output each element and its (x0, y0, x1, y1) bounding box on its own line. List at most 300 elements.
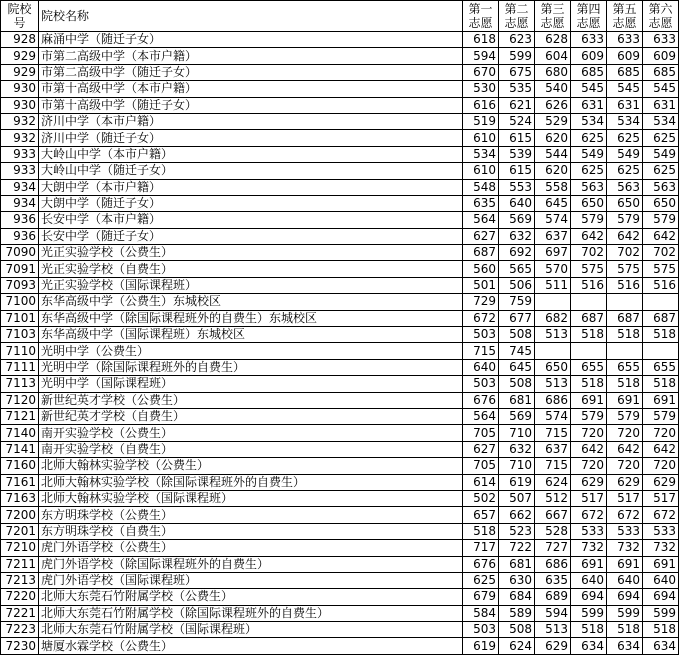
score-cell-choice-1: 670 (463, 64, 499, 80)
score-cell-choice-6: 516 (643, 277, 679, 293)
score-cell-choice-3: 628 (535, 32, 571, 48)
score-cell-choice-3: 558 (535, 179, 571, 195)
score-cell-choice-6: 633 (643, 32, 679, 48)
score-cell-choice-6: 625 (643, 163, 679, 179)
table-row (1, 572, 679, 588)
score-cell-choice-4: 518 (571, 327, 607, 343)
score-cell-choice-1: 715 (463, 343, 499, 359)
score-cell-choice-4: 545 (571, 81, 607, 97)
table-row (1, 458, 679, 474)
score-cell-choice-2: 539 (499, 146, 535, 162)
score-cell-choice-1: 610 (463, 163, 499, 179)
header-choice-5 (607, 1, 643, 32)
score-cell-choice-6: 518 (643, 327, 679, 343)
score-cell-choice-3: 686 (535, 556, 571, 572)
score-cell-choice-5: 642 (607, 441, 643, 457)
score-cell-choice-4: 732 (571, 540, 607, 556)
table-row (1, 261, 679, 277)
score-cell-choice-6: 655 (643, 359, 679, 375)
header-school-code-line2: 号 (13, 16, 26, 30)
score-cell-choice-6: 687 (643, 310, 679, 326)
table-row (1, 130, 679, 146)
score-cell-choice-2: 508 (499, 622, 535, 638)
school-code-cell: 930 (1, 97, 39, 113)
score-cell-choice-4: 579 (571, 408, 607, 424)
score-cell-choice-5: 518 (607, 327, 643, 343)
score-cell-choice-3: 513 (535, 376, 571, 392)
score-cell-choice-4: 642 (571, 228, 607, 244)
score-cell-choice-5: 655 (607, 359, 643, 375)
score-cell-choice-6: 549 (643, 146, 679, 162)
header-school-code (1, 1, 39, 32)
score-cell-choice-1: 518 (463, 523, 499, 539)
score-cell-choice-1: 616 (463, 97, 499, 113)
score-cell-choice-2: 632 (499, 441, 535, 457)
score-cell-choice-4: 634 (571, 638, 607, 654)
score-cell-choice-6: 563 (643, 179, 679, 195)
score-cell-choice-5: 640 (607, 572, 643, 588)
score-cell-choice-1: 676 (463, 556, 499, 572)
score-cell-choice-1: 501 (463, 277, 499, 293)
score-cell-choice-1: 705 (463, 458, 499, 474)
table-row (1, 32, 679, 48)
score-cell-choice-1: 676 (463, 392, 499, 408)
score-cell-choice-1: 672 (463, 310, 499, 326)
header-choice-1-line1: 第一 (468, 2, 493, 16)
score-cell-choice-4: 633 (571, 32, 607, 48)
header-choice-6-line2: 志愿 (648, 16, 673, 30)
score-cell-choice-2: 759 (499, 294, 535, 310)
school-code-cell: 7113 (1, 376, 39, 392)
header-school-name: 院校名称 (39, 1, 463, 32)
score-cell-choice-5: 629 (607, 474, 643, 490)
score-cell-choice-4: 518 (571, 376, 607, 392)
header-choice-6 (643, 1, 679, 32)
school-name-cell: 市第二高级中学（随迁子女） (39, 64, 463, 80)
score-cell-choice-4: 579 (571, 212, 607, 228)
school-code-cell: 7210 (1, 540, 39, 556)
score-cell-choice-4: 720 (571, 458, 607, 474)
header-choice-2-line1: 第二 (504, 2, 529, 16)
school-code-cell: 7111 (1, 359, 39, 375)
table-row (1, 376, 679, 392)
score-cell-choice-4: 625 (571, 163, 607, 179)
score-cell-choice-6: 631 (643, 97, 679, 113)
score-cell-choice-1: 627 (463, 441, 499, 457)
school-code-cell: 7090 (1, 245, 39, 261)
score-cell-choice-2: 632 (499, 228, 535, 244)
score-cell-choice-5: 720 (607, 425, 643, 441)
score-cell-choice-1: 548 (463, 179, 499, 195)
score-cell-choice-3: 624 (535, 474, 571, 490)
score-cell-choice-2: 692 (499, 245, 535, 261)
header-choice-4 (571, 1, 607, 32)
score-cell-choice-4: 655 (571, 359, 607, 375)
score-cell-choice-1: 594 (463, 48, 499, 64)
school-code-cell: 7201 (1, 523, 39, 539)
score-cell-choice-1: 619 (463, 638, 499, 654)
score-cell-choice-2: 681 (499, 392, 535, 408)
table-row (1, 310, 679, 326)
school-code-cell: 932 (1, 113, 39, 129)
score-cell-choice-5: 549 (607, 146, 643, 162)
school-name-cell: 光明中学（公费生） (39, 343, 463, 359)
score-cell-choice-5: 691 (607, 556, 643, 572)
header-choice-1-line2: 志愿 (468, 16, 493, 30)
score-cell-choice-3: 594 (535, 605, 571, 621)
school-name-cell: 北师大翰林实验学校（公费生） (39, 458, 463, 474)
school-name-cell: 北师大翰林实验学校（国际课程班） (39, 490, 463, 506)
school-code-cell: 934 (1, 179, 39, 195)
score-cell-choice-5: 534 (607, 113, 643, 129)
score-cell-choice-3: 574 (535, 408, 571, 424)
score-cell-choice-1: 705 (463, 425, 499, 441)
school-code-cell: 933 (1, 146, 39, 162)
school-name-cell: 南开实验学校（自费生） (39, 441, 463, 457)
table-row (1, 113, 679, 129)
table-row (1, 195, 679, 211)
header-choice-2 (499, 1, 535, 32)
score-cell-choice-1: 564 (463, 408, 499, 424)
header-choice-4-line1: 第四 (576, 2, 601, 16)
school-name-cell: 虎门外语学校（除国际课程班外的自费生） (39, 556, 463, 572)
school-code-cell: 929 (1, 64, 39, 80)
score-cell-choice-1: 560 (463, 261, 499, 277)
table-row (1, 556, 679, 572)
score-cell-choice-4: 720 (571, 425, 607, 441)
score-cell-choice-6: 672 (643, 507, 679, 523)
table-row (1, 359, 679, 375)
score-cell-choice-6: 533 (643, 523, 679, 539)
table-row (1, 327, 679, 343)
score-cell-choice-5: 687 (607, 310, 643, 326)
score-cell-choice-4: 563 (571, 179, 607, 195)
score-cell-choice-1: 729 (463, 294, 499, 310)
school-name-cell: 长安中学（随迁子女） (39, 228, 463, 244)
school-name-cell: 光明中学（国际课程班） (39, 376, 463, 392)
score-cell-choice-3: 680 (535, 64, 571, 80)
score-cell-choice-2: 645 (499, 359, 535, 375)
score-cell-choice-3 (535, 343, 571, 359)
score-cell-choice-4: 650 (571, 195, 607, 211)
school-code-cell: 7221 (1, 605, 39, 621)
score-cell-choice-6: 517 (643, 490, 679, 506)
score-cell-choice-6: 545 (643, 81, 679, 97)
score-cell-choice-5: 694 (607, 589, 643, 605)
score-cell-choice-3: 570 (535, 261, 571, 277)
score-cell-choice-3 (535, 294, 571, 310)
score-cell-choice-6: 518 (643, 376, 679, 392)
school-name-cell: 北师大东莞石竹附属学校（国际课程班） (39, 622, 463, 638)
table-row (1, 441, 679, 457)
score-cell-choice-4: 599 (571, 605, 607, 621)
score-cell-choice-2: 589 (499, 605, 535, 621)
score-cell-choice-5: 518 (607, 622, 643, 638)
table-row (1, 146, 679, 162)
school-name-cell: 市第十高级中学（本市户籍） (39, 81, 463, 97)
score-cell-choice-1: 502 (463, 490, 499, 506)
score-cell-choice-5: 579 (607, 212, 643, 228)
table-row (1, 392, 679, 408)
score-cell-choice-5: 545 (607, 81, 643, 97)
score-cell-choice-4: 518 (571, 622, 607, 638)
school-name-cell: 虎门外语学校（国际课程班） (39, 572, 463, 588)
score-cell-choice-5: 599 (607, 605, 643, 621)
school-code-cell: 7141 (1, 441, 39, 457)
score-cell-choice-1: 564 (463, 212, 499, 228)
table-row (1, 277, 679, 293)
score-cell-choice-5: 685 (607, 64, 643, 80)
score-cell-choice-1: 503 (463, 376, 499, 392)
score-cell-choice-6 (643, 343, 679, 359)
table-row (1, 605, 679, 621)
score-cell-choice-4: 516 (571, 277, 607, 293)
score-cell-choice-6: 702 (643, 245, 679, 261)
table-row (1, 81, 679, 97)
school-name-cell: 市第十高级中学（随迁子女） (39, 97, 463, 113)
score-cell-choice-6: 518 (643, 622, 679, 638)
table-row (1, 64, 679, 80)
score-cell-choice-5: 631 (607, 97, 643, 113)
score-cell-choice-3: 637 (535, 228, 571, 244)
school-name-cell: 南开实验学校（公费生） (39, 425, 463, 441)
score-cell-choice-5: 732 (607, 540, 643, 556)
header-row (1, 1, 679, 32)
score-cell-choice-6: 609 (643, 48, 679, 64)
score-cell-choice-2: 524 (499, 113, 535, 129)
school-code-cell: 7213 (1, 572, 39, 588)
school-code-cell: 928 (1, 32, 39, 48)
score-cell-choice-3: 540 (535, 81, 571, 97)
score-cell-choice-3: 604 (535, 48, 571, 64)
school-name-cell: 光正实验学校（自费生） (39, 261, 463, 277)
score-cell-choice-3: 574 (535, 212, 571, 228)
school-code-cell: 7161 (1, 474, 39, 490)
score-cell-choice-1: 640 (463, 359, 499, 375)
score-cell-choice-5: 625 (607, 130, 643, 146)
score-cell-choice-6: 732 (643, 540, 679, 556)
score-cell-choice-1: 614 (463, 474, 499, 490)
table-row (1, 212, 679, 228)
score-cell-choice-5: 650 (607, 195, 643, 211)
score-cell-choice-2: 722 (499, 540, 535, 556)
score-cell-choice-4: 702 (571, 245, 607, 261)
score-cell-choice-6: 579 (643, 408, 679, 424)
score-cell-choice-4: 672 (571, 507, 607, 523)
score-cell-choice-1: 625 (463, 572, 499, 588)
table-row (1, 490, 679, 506)
score-cell-choice-2: 675 (499, 64, 535, 80)
score-cell-choice-6: 599 (643, 605, 679, 621)
school-name-cell: 济川中学（本市户籍） (39, 113, 463, 129)
school-code-cell: 7093 (1, 277, 39, 293)
score-cell-choice-6: 650 (643, 195, 679, 211)
score-cell-choice-1: 657 (463, 507, 499, 523)
score-cell-choice-3: 513 (535, 327, 571, 343)
score-cell-choice-6: 579 (643, 212, 679, 228)
score-cell-choice-3: 650 (535, 359, 571, 375)
header-choice-3-line1: 第三 (540, 2, 565, 16)
score-cell-choice-2: 535 (499, 81, 535, 97)
score-cell-choice-5: 672 (607, 507, 643, 523)
table-row (1, 294, 679, 310)
score-cell-choice-5: 575 (607, 261, 643, 277)
score-cell-choice-1: 627 (463, 228, 499, 244)
school-name-cell: 市第二高级中学（本市户籍） (39, 48, 463, 64)
score-cell-choice-3: 715 (535, 458, 571, 474)
table-row (1, 228, 679, 244)
score-cell-choice-3: 511 (535, 277, 571, 293)
score-cell-choice-4: 575 (571, 261, 607, 277)
header-choice-3 (535, 1, 571, 32)
score-cell-choice-5: 579 (607, 408, 643, 424)
score-cell-choice-3: 697 (535, 245, 571, 261)
school-code-cell: 7100 (1, 294, 39, 310)
score-cell-choice-2: 569 (499, 212, 535, 228)
score-cell-choice-6: 685 (643, 64, 679, 80)
score-cell-choice-1: 717 (463, 540, 499, 556)
score-cell-choice-3: 529 (535, 113, 571, 129)
score-cell-choice-1: 503 (463, 327, 499, 343)
score-cell-choice-3: 727 (535, 540, 571, 556)
score-cell-choice-5: 720 (607, 458, 643, 474)
score-cell-choice-4: 642 (571, 441, 607, 457)
score-cell-choice-6: 640 (643, 572, 679, 588)
score-cell-choice-5: 517 (607, 490, 643, 506)
table-row (1, 408, 679, 424)
score-cell-choice-3: 715 (535, 425, 571, 441)
school-name-cell: 麻涌中学（随迁子女） (39, 32, 463, 48)
score-cell-choice-4: 549 (571, 146, 607, 162)
school-code-cell: 7160 (1, 458, 39, 474)
score-cell-choice-1: 618 (463, 32, 499, 48)
score-cell-choice-3: 635 (535, 572, 571, 588)
school-name-cell: 光正实验学校（公费生） (39, 245, 463, 261)
score-cell-choice-4: 534 (571, 113, 607, 129)
table-row (1, 507, 679, 523)
score-cell-choice-5: 702 (607, 245, 643, 261)
score-cell-choice-3: 682 (535, 310, 571, 326)
score-cell-choice-2: 507 (499, 490, 535, 506)
school-name-cell: 东方明珠学校（自费生） (39, 523, 463, 539)
school-code-cell: 930 (1, 81, 39, 97)
score-cell-choice-3: 645 (535, 195, 571, 211)
score-cell-choice-5 (607, 294, 643, 310)
score-cell-choice-2: 553 (499, 179, 535, 195)
score-cell-choice-5: 625 (607, 163, 643, 179)
score-cell-choice-3: 626 (535, 97, 571, 113)
school-code-cell: 7101 (1, 310, 39, 326)
score-cell-choice-2: 565 (499, 261, 535, 277)
score-cell-choice-1: 584 (463, 605, 499, 621)
score-cell-choice-2: 745 (499, 343, 535, 359)
score-cell-choice-2: 506 (499, 277, 535, 293)
school-name-cell: 东华高级中学（公费生）东城校区 (39, 294, 463, 310)
score-cell-choice-2: 621 (499, 97, 535, 113)
school-code-cell: 936 (1, 212, 39, 228)
score-cell-choice-3: 686 (535, 392, 571, 408)
header-choice-1 (463, 1, 499, 32)
score-cell-choice-1: 519 (463, 113, 499, 129)
school-name-cell: 塘厦水霖学校（公费生） (39, 638, 463, 654)
score-cell-choice-3: 667 (535, 507, 571, 523)
table-row (1, 425, 679, 441)
score-cell-choice-5: 633 (607, 32, 643, 48)
table-row (1, 97, 679, 113)
score-cell-choice-6 (643, 294, 679, 310)
score-cell-choice-4: 609 (571, 48, 607, 64)
score-cell-choice-2: 615 (499, 130, 535, 146)
table-row (1, 622, 679, 638)
school-code-cell: 7140 (1, 425, 39, 441)
school-name-cell: 东方明珠学校（公费生） (39, 507, 463, 523)
header-choice-4-line2: 志愿 (576, 16, 601, 30)
school-code-cell: 7120 (1, 392, 39, 408)
score-cell-choice-6: 642 (643, 228, 679, 244)
score-cell-choice-3: 620 (535, 130, 571, 146)
school-code-cell: 7121 (1, 408, 39, 424)
score-cell-choice-6: 634 (643, 638, 679, 654)
score-cell-choice-2: 630 (499, 572, 535, 588)
school-name-cell: 虎门外语学校（公费生） (39, 540, 463, 556)
score-cell-choice-5: 518 (607, 376, 643, 392)
school-name-cell: 大岭山中学（随迁子女） (39, 163, 463, 179)
school-code-cell: 7200 (1, 507, 39, 523)
school-name-cell: 光正实验学校（国际课程班） (39, 277, 463, 293)
score-cell-choice-6: 720 (643, 425, 679, 441)
school-code-cell: 7230 (1, 638, 39, 654)
score-cell-choice-2: 681 (499, 556, 535, 572)
table-row (1, 638, 679, 654)
school-name-cell: 北师大东莞石竹附属学校（公费生） (39, 589, 463, 605)
score-cell-choice-2: 662 (499, 507, 535, 523)
score-cell-choice-2: 624 (499, 638, 535, 654)
score-cell-choice-3: 629 (535, 638, 571, 654)
score-cell-choice-4 (571, 343, 607, 359)
school-code-cell: 7211 (1, 556, 39, 572)
score-cell-choice-6: 642 (643, 441, 679, 457)
school-name-cell: 长安中学（本市户籍） (39, 212, 463, 228)
score-cell-choice-1: 679 (463, 589, 499, 605)
school-code-cell: 7223 (1, 622, 39, 638)
school-code-cell: 934 (1, 195, 39, 211)
school-name-cell: 东华高级中学（国际课程班）东城校区 (39, 327, 463, 343)
school-code-cell: 7091 (1, 261, 39, 277)
score-cell-choice-4: 691 (571, 392, 607, 408)
table-row (1, 179, 679, 195)
score-cell-choice-2: 684 (499, 589, 535, 605)
header-choice-6-line1: 第六 (648, 2, 673, 16)
score-cell-choice-5: 634 (607, 638, 643, 654)
table-row (1, 540, 679, 556)
score-cell-choice-3: 512 (535, 490, 571, 506)
score-cell-choice-4: 533 (571, 523, 607, 539)
score-cell-choice-4: 685 (571, 64, 607, 80)
score-cell-choice-4 (571, 294, 607, 310)
table-row (1, 523, 679, 539)
header-choice-3-line2: 志愿 (540, 16, 565, 30)
score-cell-choice-6: 534 (643, 113, 679, 129)
table-row (1, 163, 679, 179)
score-cell-choice-4: 625 (571, 130, 607, 146)
school-code-cell: 7110 (1, 343, 39, 359)
score-cell-choice-4: 640 (571, 572, 607, 588)
score-cell-choice-1: 534 (463, 146, 499, 162)
school-code-cell: 929 (1, 48, 39, 64)
score-cell-choice-5: 533 (607, 523, 643, 539)
score-cell-choice-2: 508 (499, 376, 535, 392)
score-cell-choice-5: 609 (607, 48, 643, 64)
